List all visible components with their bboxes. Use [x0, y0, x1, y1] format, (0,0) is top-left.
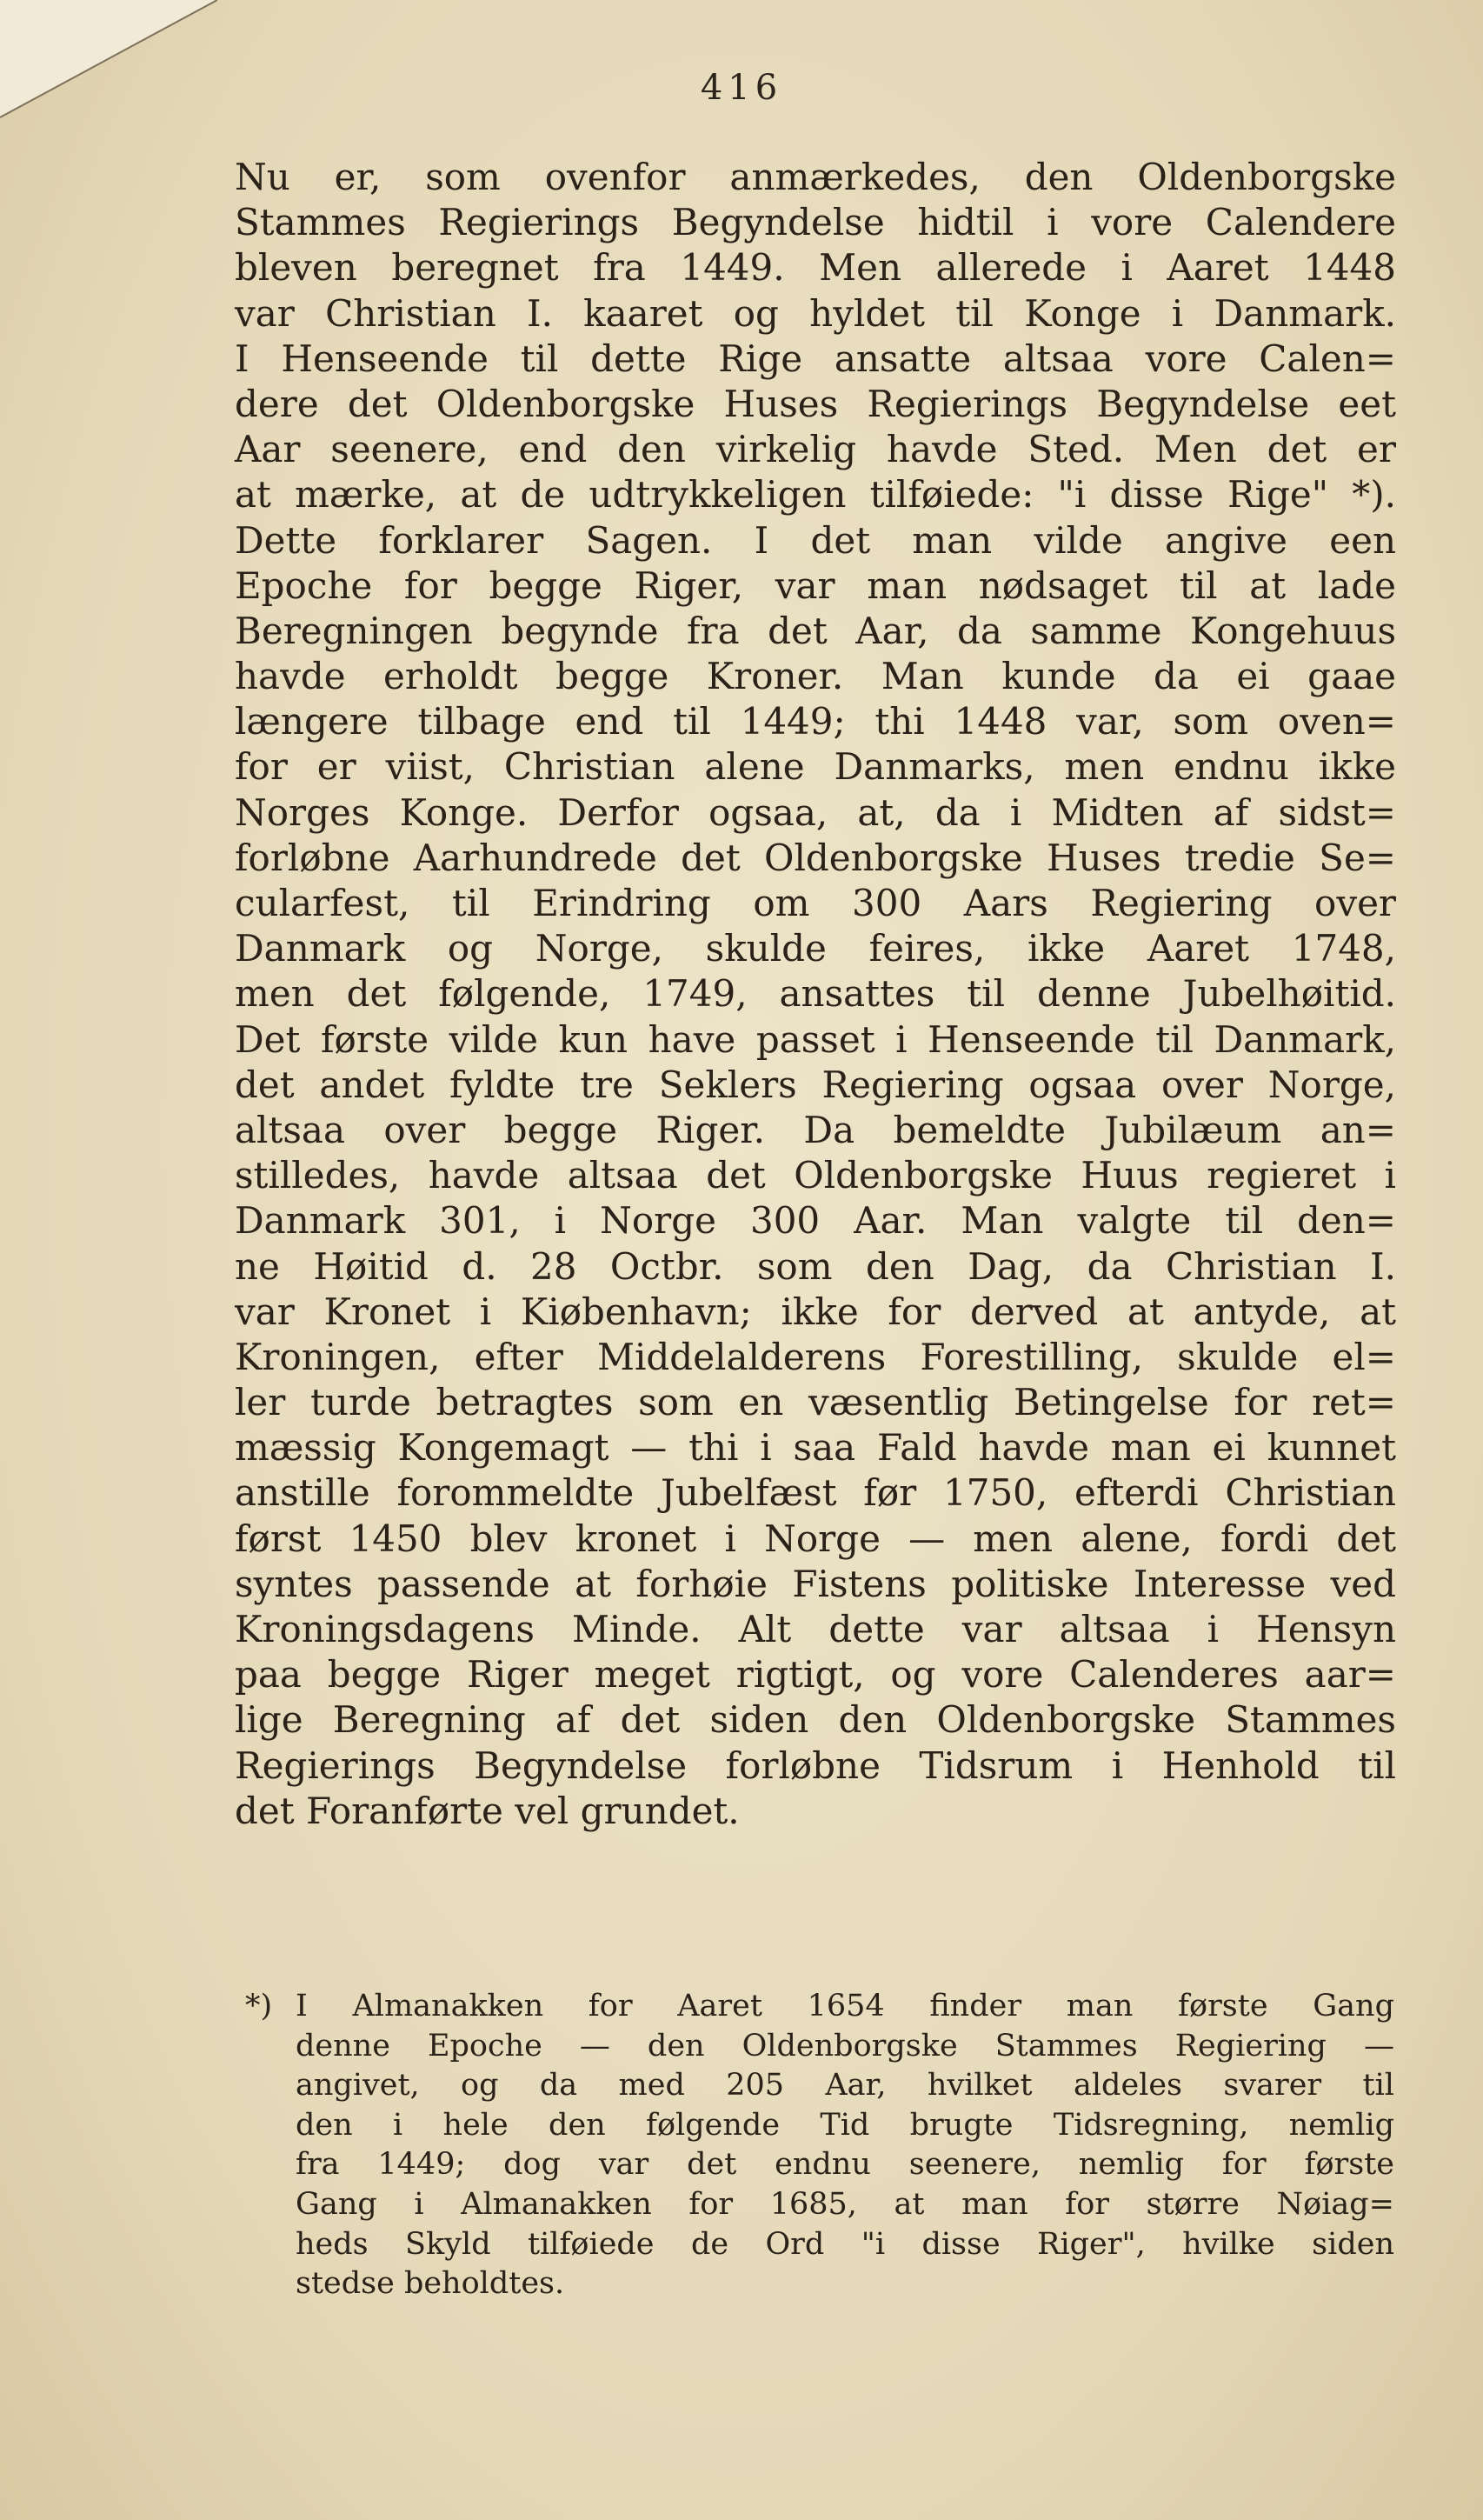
text-line: cularfest, til Erindring om 300 Aars Regiering over [235, 882, 1396, 924]
footnote-line: heds Skyld tilføiede de Ord "i disse Riger", hvilke siden [296, 2226, 1394, 2262]
text-line: dere det Oldenborgske Huses Regierings Begyndelse eet [235, 382, 1396, 425]
footnote-marker: *) [245, 1989, 273, 2023]
text-line: mæssig Kongemagt — thi i saa Fald havde man ei kunnet [235, 1426, 1396, 1470]
text-line: at mærke, at de udtrykkeligen tilføiede: "i disse Rige" *). [235, 473, 1396, 517]
text-line: ne Høitid d. 28 Octbr. som den Dag, da Christian I. [235, 1244, 1396, 1288]
main-text [235, 155, 1396, 1834]
text-line: det andet fyldte tre Seklers Regiering ogsaa over Norge, [235, 1063, 1396, 1106]
footnote-line: I Almanakken for Aaret 1654 finder man første Gang [296, 1989, 1394, 2023]
text-line: først 1450 blev kronet i Norge — men alene, fordi det [235, 1517, 1396, 1560]
text-line: Kroningen, efter Middelalderens Forestilling, skulde el= [235, 1335, 1396, 1378]
text-line: det Foranførte vel grundet. [235, 1789, 740, 1832]
text-line: Danmark 301, i Norge 300 Aar. Man valgte til den= [235, 1199, 1396, 1243]
footnote-line: stedse beholdtes. [296, 2266, 565, 2302]
text-line: bleven beregnet fra 1449. Men allerede i Aaret 1448 [235, 246, 1396, 290]
text-line: Dette forklarer Sagen. I det man vilde angive een [235, 518, 1396, 562]
text-line: altsaa over begge Riger. Da bemeldte Jubilæum an= [235, 1108, 1396, 1151]
text-line: Nu er, som ovenfor anmærkedes, den Oldenborgske [235, 156, 1396, 198]
text-line: Stammes Regierings Begyndelse hidtil i vore Calendere [235, 201, 1396, 244]
text-line: Beregningen begynde fra det Aar, da samme Kongehuus [235, 609, 1396, 652]
text-line: I Henseende til dette Rige ansatte altsaa vore Calen= [235, 337, 1396, 380]
text-line: men det følgende, 1749, ansattes til denne Jubelhøitid. [235, 972, 1396, 1016]
text-line: var Kronet i Kiøbenhavn; ikke for derved at antyde, at [235, 1290, 1396, 1333]
footnote-line: fra 1449; dog var det endnu seenere, nemlig for første [296, 2147, 1394, 2183]
footnote-line: Gang i Almanakken for 1685, at man for større Nøiag= [296, 2186, 1394, 2222]
text-line: var Christian I. kaaret og hyldet til Konge i Danmark. [235, 291, 1396, 335]
text-line: Kroningsdagens Minde. Alt dette var altsaa i Hensyn [235, 1608, 1396, 1650]
text-line: lige Beregning af det siden den Oldenborgske Stammes [235, 1698, 1396, 1742]
text-line: længere tilbage end til 1449; thi 1448 var, som oven= [235, 700, 1396, 743]
text-line: anstille forommeldte Jubelfæst før 1750, efterdi Christian [235, 1471, 1396, 1515]
text-line: for er viist, Christian alene Danmarks, men endnu ikke [235, 745, 1396, 789]
text-line: paa begge Riger meget rigtigt, og vore Calenderes aar= [235, 1653, 1396, 1697]
text-line: ler turde betragtes som en væsentlig Betingelse for ret= [235, 1381, 1396, 1424]
footnote-line: den i hele den følgende Tid brugte Tidsregning, nemlig [296, 2107, 1394, 2143]
text-line: Aar seenere, end den virkelig havde Sted. Men det er [235, 428, 1396, 471]
text-line: Norges Konge. Derfor ogsaa, at, da i Midten af sidst= [235, 790, 1396, 834]
text-line: syntes passende at forhøie Fistens politiske Interesse ved [235, 1562, 1396, 1605]
page-number: 416 [700, 68, 783, 108]
text-line: Det første vilde kun have passet i Henseende til Danmark, [235, 1017, 1396, 1061]
text-line: havde erholdt begge Kroner. Man kunde da ei gaae [235, 655, 1396, 698]
footnote-line: denne Epoche — den Oldenborgske Stammes Regiering — [296, 2028, 1394, 2063]
text-line: Danmark og Norge, skulde feires, ikke Aaret 1748, [235, 927, 1396, 970]
footnote-line: angivet, og da med 205 Aar, hvilket aldeles svarer til [296, 2068, 1394, 2103]
text-line: Epoche for begge Riger, var man nødsaget til at lade [235, 563, 1396, 607]
text-line: stilledes, havde altsaa det Oldenborgske Huus regieret i [235, 1154, 1396, 1197]
text-line: forløbne Aarhundrede det Oldenborgske Huses tredie Se= [235, 836, 1396, 879]
footnote [245, 1987, 1394, 2304]
text-line: Regierings Begyndelse forløbne Tidsrum i Henhold til [235, 1743, 1396, 1787]
